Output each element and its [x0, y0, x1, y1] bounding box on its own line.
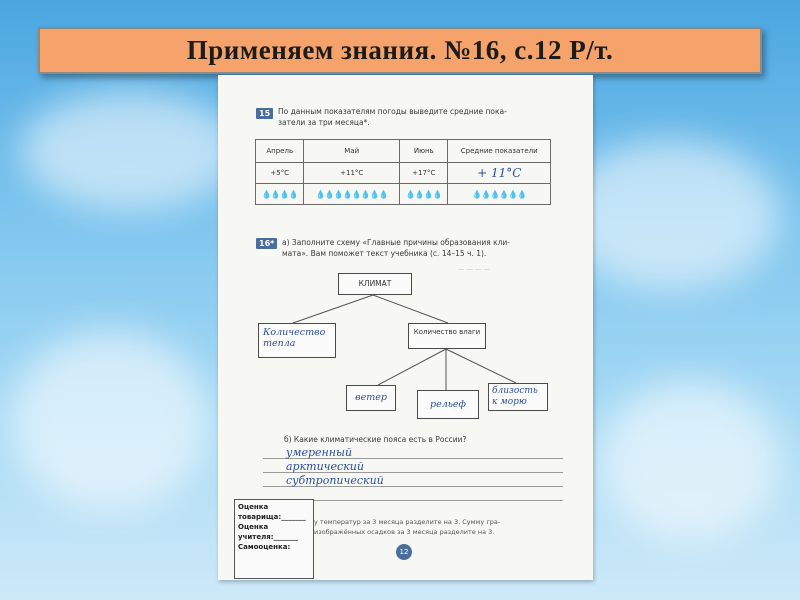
rain-average: 💧💧💧💧💧💧	[448, 184, 551, 205]
task-15-number: 15	[256, 108, 273, 119]
workbook-page	[218, 75, 593, 580]
scheme-heat-box: Количество тепла	[258, 323, 336, 358]
task-16-text-line1: а) Заполните схему «Главные причины образования кли-	[282, 238, 510, 247]
temp-average: + 11°С	[448, 163, 551, 184]
slide-title: Применяем знания. №16, с.12 Р/т.	[186, 35, 614, 65]
task-16-text-line2: мата». Вам поможет текст учебника (с. 14–15 ч. 1).	[282, 249, 487, 258]
title-banner	[38, 27, 762, 74]
column-april: Апрель	[256, 140, 304, 163]
answer-temperate: умеренный	[286, 446, 353, 459]
scheme-relief-box: рельеф	[417, 390, 479, 419]
temp-may: +11°С	[304, 163, 400, 184]
page-number: 12	[396, 544, 412, 560]
rain-may: 💧💧💧💧💧💧💧💧	[304, 184, 400, 205]
column-may: Май	[304, 140, 400, 163]
rain-june: 💧💧💧💧	[400, 184, 448, 205]
grade-self-label: Самооценка:	[238, 543, 291, 551]
column-june: Июнь	[400, 140, 448, 163]
task-16-number: 16*	[256, 238, 277, 249]
footnote-line1: у температур за 3 месяца разделите на 3. Сумму гра-	[314, 518, 501, 526]
question-b: б) Какие климатические пояса есть в России?	[284, 435, 467, 444]
faint-bleedthrough: — — — —	[458, 265, 491, 273]
temp-april: +5°С	[256, 163, 304, 184]
grade-teacher-label: Оценка	[238, 523, 269, 531]
scheme-moisture-box: Количество влаги	[408, 323, 486, 349]
cloud	[560, 140, 780, 290]
grading-box	[234, 499, 314, 579]
footnote-line2: изображённых осадков за 3 месяца разделите на 3.	[314, 528, 495, 536]
cloud	[10, 330, 210, 510]
task-15-text-line1: По данным показателям погоды выведите средние пока-	[278, 107, 507, 116]
scheme-climate-box: КЛИМАТ	[338, 273, 412, 295]
scheme-wind-box: ветер	[346, 385, 396, 411]
grade-peer-line: товарища:_______	[238, 513, 306, 521]
cloud	[20, 90, 240, 210]
column-average: Средние показатели	[448, 140, 551, 163]
answer-arctic: арктический	[286, 460, 364, 473]
answer-subtropical: субтропический	[286, 474, 384, 487]
scheme-sea-box: близость к морю	[488, 383, 548, 411]
task-15-text-line2: затели за три месяца*.	[278, 118, 370, 127]
grade-peer-label: Оценка	[238, 503, 269, 511]
temp-june: +17°С	[400, 163, 448, 184]
rain-april: 💧💧💧💧	[256, 184, 304, 205]
cloud	[600, 380, 780, 540]
grade-teacher-line: учителя:_______	[238, 533, 298, 541]
